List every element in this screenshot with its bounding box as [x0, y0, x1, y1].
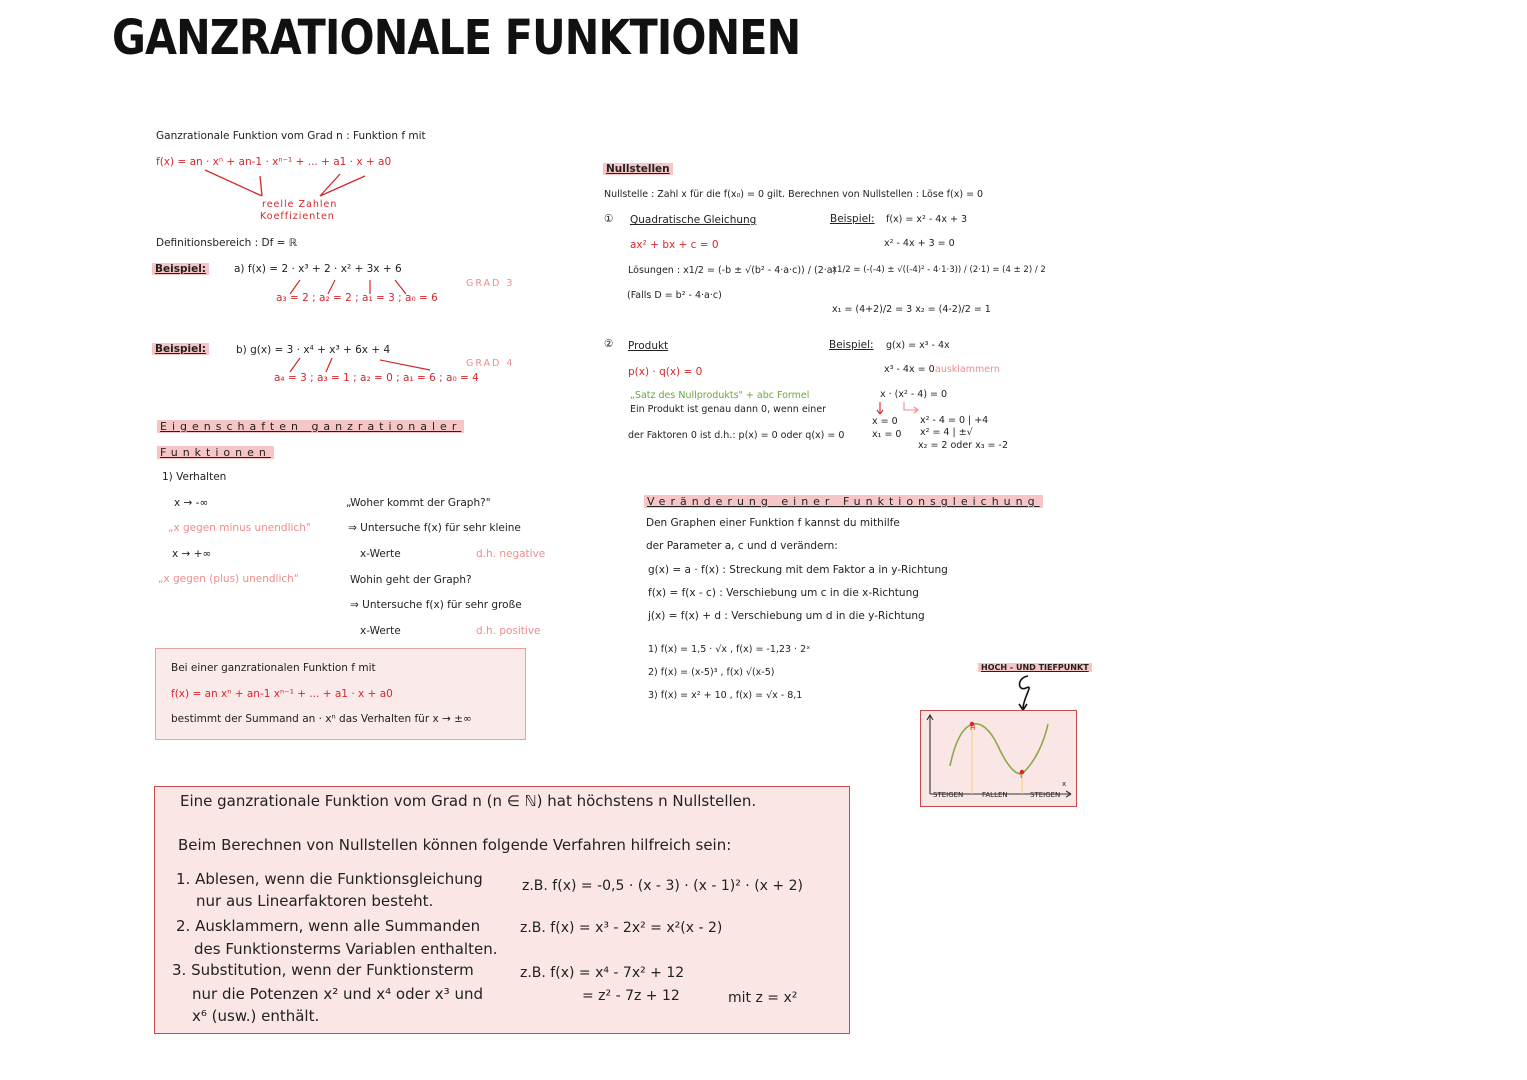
- zeros-heading: Nullstellen: [603, 163, 673, 175]
- quadratic-general: ax² + bx + c = 0: [630, 239, 719, 251]
- graph-low-label: T: [1019, 772, 1024, 780]
- quadratic-discriminant: (Falls D = b² - 4·a·c): [627, 290, 722, 301]
- summary-line-2: f(x) = an xⁿ + an-1 xⁿ⁻¹ + ... + a1 · x + a0: [171, 688, 393, 700]
- method-2-example: z.B. f(x) = x³ - 2x² = x²(x - 2): [520, 920, 723, 936]
- method-3-line-1: 3. Substitution, wenn der Funktionsterm: [172, 961, 474, 979]
- x-minus-note: „x gegen minus unendlich": [168, 522, 311, 534]
- product-example-3: x · (x² - 4) = 0: [880, 389, 948, 400]
- question-1-note: d.h. negative: [476, 548, 546, 560]
- quadratic-example-4: x₁ = (4+2)/2 = 3 x₂ = (4-2)/2 = 1: [832, 304, 991, 315]
- transform-line-2: der Parameter a, c und d verändern:: [646, 540, 838, 552]
- zeros-definition: Nullstelle : Zahl x für die f(x₀) = 0 gilt. Berechnen von Nullstellen : Löse f(x) = 0: [604, 189, 984, 200]
- method-3-line-3: x⁶ (usw.) enthält.: [192, 1007, 320, 1025]
- method-1-line-2: nur aus Linearfaktoren besteht.: [196, 892, 434, 910]
- product-example-2: x³ - 4x = 0: [884, 364, 935, 375]
- domain-line: Definitionsbereich : Df = ℝ: [156, 237, 298, 249]
- bottom-line-2: Beim Berechnen von Nullstellen können folgende Verfahren hilfreich sein:: [178, 836, 732, 854]
- graph-label-falling: FALLEN: [982, 791, 1008, 799]
- coef-note-1: reelle Zahlen: [262, 199, 338, 210]
- graph-label-rising-2: STEIGEN: [1030, 791, 1061, 799]
- transform-line-1: Den Graphen einer Funktion f kannst du mithilfe: [646, 517, 900, 529]
- method-3-line-2: nur die Potenzen x² und x⁴ oder x³ und: [192, 985, 483, 1003]
- question-2: Wohin geht der Graph?: [350, 574, 472, 586]
- example1-coefficients: a₃ = 2 ; a₂ = 2 ; a₁ = 3 ; a₀ = 6: [276, 292, 438, 304]
- product-example-1: g(x) = x³ - 4x: [886, 340, 950, 351]
- product-general: p(x) · q(x) = 0: [628, 366, 703, 378]
- question-1-step: ⇒ Untersuche f(x) für sehr kleine: [348, 522, 521, 534]
- transform-line-3: g(x) = a · f(x) : Streckung mit dem Faktor a in y-Richtung: [648, 564, 948, 576]
- bottom-line-1: Eine ganzrationale Funktion vom Grad n (n ∈ ℕ) hat höchstens n Nullstellen.: [180, 792, 757, 810]
- quadratic-heading: Quadratische Gleichung: [630, 214, 757, 226]
- question-1: „Woher kommt der Graph?": [346, 497, 491, 509]
- transform-example-2: 2) f(x) = (x-5)³ , f(x) √(x-5): [648, 667, 775, 678]
- question-1-xvalues: x-Werte: [360, 548, 401, 560]
- example2-coefficients: a₄ = 3 ; a₃ = 1 ; a₂ = 0 ; a₁ = 6 ; a₀ = 4: [274, 372, 479, 384]
- method-3-example-1: z.B. f(x) = x⁴ - 7x² + 12: [520, 965, 685, 981]
- example1-function: a) f(x) = 2 · x³ + 2 · x² + 3x + 6: [234, 263, 402, 275]
- product-example-4b: x₁ = 0: [872, 429, 902, 440]
- method-3-example-3: mit z = x²: [728, 990, 798, 1006]
- quadratic-number: ①: [604, 213, 614, 225]
- transform-heading: Veränderung einer Funktionsgleichung: [644, 495, 1043, 508]
- graph-label-rising-1: STEIGEN: [933, 791, 964, 799]
- example2-function: b) g(x) = 3 · x⁴ + x³ + 6x + 4: [236, 344, 391, 356]
- example1-label: Beispiel:: [152, 263, 209, 275]
- product-example-5b: x² = 4 | ±√: [920, 427, 973, 438]
- method-1-example: z.B. f(x) = -0,5 · (x - 3) · (x - 1)² · (x + 2): [522, 878, 803, 894]
- product-example-5a: x² - 4 = 0 | +4: [920, 415, 989, 426]
- extrema-heading: HOCH - UND TIEFPUNKT: [978, 663, 1092, 672]
- coef-note-2: Koeffizienten: [260, 211, 335, 222]
- example2-label: Beispiel:: [152, 343, 209, 355]
- transform-example-1: 1) f(x) = 1,5 · √x , f(x) = -1,23 · 2ˣ: [648, 644, 811, 655]
- definition-line: Ganzrationale Funktion vom Grad n : Funktion f mit: [156, 130, 426, 142]
- product-number: ②: [604, 338, 614, 350]
- transform-line-5: j(x) = f(x) + d : Verschiebung um d in die y-Richtung: [648, 610, 925, 622]
- method-1-line-1: 1. Ablesen, wenn die Funktionsgleichung: [176, 870, 483, 888]
- product-example-label: Beispiel:: [829, 339, 874, 351]
- question-2-note: d.h. positive: [476, 625, 541, 637]
- quadratic-example-2: x² - 4x + 3 = 0: [884, 238, 955, 249]
- x-plus-note: „x gegen (plus) unendlich": [158, 573, 299, 585]
- transform-example-3: 3) f(x) = x² + 10 , f(x) = √x - 8,1: [648, 690, 803, 701]
- quadratic-example-label: Beispiel:: [830, 213, 875, 225]
- properties-heading-2: Funktionen: [157, 446, 274, 459]
- method-3-example-2: = z² - 7z + 12: [582, 988, 680, 1004]
- coef-arrows: [200, 168, 380, 202]
- quadratic-solution-formula: Lösungen : x1/2 = (-b ± √(b² - 4·a·c)) / (2·a): [628, 265, 837, 276]
- method-2-line-1: 2. Ausklammern, wenn alle Summanden: [176, 917, 481, 935]
- product-example-arrows: [874, 400, 924, 416]
- x-minus-infinity: x → -∞: [174, 497, 209, 509]
- product-example-4a: x = 0: [872, 416, 898, 427]
- product-example-5c: x₂ = 2 oder x₃ = -2: [918, 440, 1009, 451]
- behaviour-heading: 1) Verhalten: [162, 471, 227, 483]
- product-text-1: Ein Produkt ist genau dann 0, wenn einer: [630, 404, 827, 415]
- question-2-xvalues: x-Werte: [360, 625, 401, 637]
- product-theorem: „Satz des Nullprodukts" + abc Formel: [630, 390, 810, 401]
- graph-x-label: x: [1062, 780, 1067, 788]
- extrema-arrow: [1012, 674, 1042, 712]
- x-plus-infinity: x → +∞: [172, 548, 212, 560]
- method-2-line-2: des Funktionsterms Variablen enthalten.: [194, 940, 498, 958]
- transform-line-4: f(x) = f(x - c) : Verschiebung um c in die x-Richtung: [648, 587, 919, 599]
- quadratic-example-1: f(x) = x² - 4x + 3: [886, 214, 967, 225]
- product-heading: Produkt: [628, 340, 669, 352]
- example1-degree: GRAD 3: [466, 278, 515, 289]
- general-formula: f(x) = an · xⁿ + an-1 · xⁿ⁻¹ + ... + a1 · x + a0: [156, 156, 392, 168]
- properties-heading-1: Eigenschaften ganzrationaler: [157, 420, 464, 433]
- summary-line-1: Bei einer ganzrationalen Funktion f mit: [171, 662, 376, 674]
- summary-line-3: bestimmt der Summand an · xⁿ das Verhalten für x → ±∞: [171, 713, 472, 725]
- graph-high-label: H: [970, 724, 976, 732]
- product-text-2: der Faktoren 0 ist d.h.: p(x) = 0 oder q(x) = 0: [628, 430, 845, 441]
- page-title: GANZRATIONALE FUNKTIONEN: [112, 10, 801, 66]
- quadratic-example-3: x1/2 = (-(-4) ± √((-4)² - 4·1·3)) / (2·1) = (4 ± 2) / 2: [832, 265, 1046, 275]
- example2-degree: GRAD 4: [466, 358, 515, 369]
- question-2-step: ⇒ Untersuche f(x) für sehr große: [350, 599, 522, 611]
- product-example-note: ausklammern: [935, 364, 1000, 375]
